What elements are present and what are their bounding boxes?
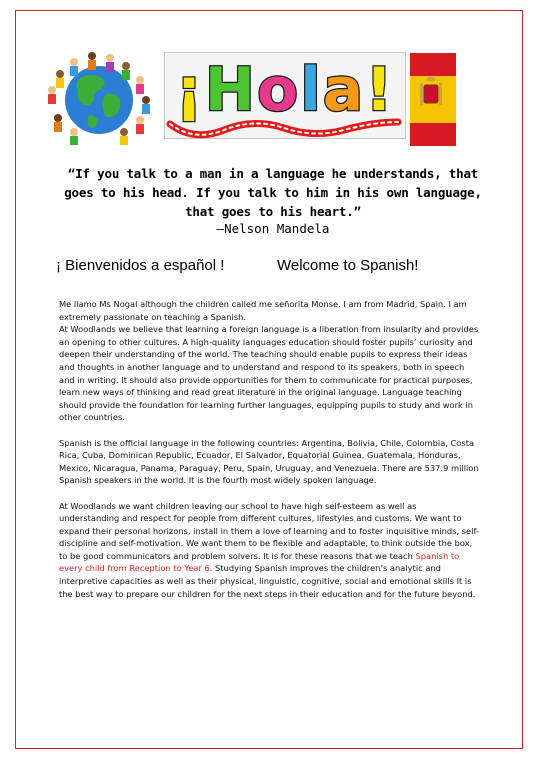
hola-letter: H <box>204 55 257 125</box>
teacher-intro: Me llamo Ms Nogal although the children called me señorita Monse. I am from Madrid, Spain. I am extremely passionate on teaching a Spanish. <box>59 299 467 322</box>
countries-paragraph: Spanish is the official language in the following countries: Argentina, Bolivia, Chile, Colombia, Costa Rica, Cuba, Dominican Republic, Ecuador, El Salvador, Equatorial Guinea, Guatemala, Honduras, Mexico, Nicaragua, Panama, Paraguay, Peru, Spain, Uruguay, and Venezuela. There are 537.9 million Spanish speakers in the world. It is the fourth most widely spoken language. <box>59 437 479 486</box>
aims-text-after: . Studying Spanish improves the children’s analytic and interpretive capacities as well as their physical, linguistic, cognitive, social and emotional skills It is the best way to prepare our children for the next steps in their education and for the future beyond. <box>59 563 476 599</box>
mandela-quote: “If you talk to a man in a language he understands, that goes to his head. If you talk to him in his own language, that goes to his heart.” <box>64 166 482 219</box>
hola-letter: o <box>256 55 301 125</box>
intro-paragraph <box>59 298 479 424</box>
aims-text-before: At Woodlands we want children leaving our school to have high self-esteem as well as understanding and respect for people from different cultures, lifestyles and customs. We want to expand their personal horizons, install in them a love of learning and to foster inquisitive minds, self-discipline and self-motivation. We want them to be flexible and adaptable, to think outside the box, to be good communicators and problem solvers. It is for these reasons that we teach <box>59 500 479 561</box>
hola-letter: l <box>300 55 323 125</box>
globe-with-children-icon <box>40 50 158 146</box>
woodlands-belief: At Woodlands we believe that learning a foreign language is a liberation from insularity and provides an opening to other cultures. A high-quality languages education should foster pupils’ curiosity and deepen their understanding of the world. The teaching should enable pupils to express their ideas and thoughts in another language and to understand and respond to its speakers, both in speech and in writing. It should also provide opportunities for them to communicate for practical purposes, learn new ways of thinking and read great literature in the original language. Language teaching should provide the foundation for learning further languages, equipping pupils to study and work in other countries. <box>59 324 479 423</box>
welcome-spanish: ¡ Bienvenidos a español ! <box>56 257 225 274</box>
welcome-english: Welcome to Spanish! <box>277 257 419 274</box>
body-text <box>59 298 479 613</box>
hola-letter: a <box>322 55 366 125</box>
hola-letter: ¡ <box>175 55 205 125</box>
aims-highlight: Spanish to every child from Reception to Year 6 <box>59 550 460 574</box>
aims-paragraph <box>59 500 479 601</box>
spain-flag-icon <box>410 53 456 146</box>
hola-letter: ! <box>365 55 395 125</box>
quote-author: —Nelson Mandela <box>216 221 330 236</box>
red-wave-ribbon <box>164 112 404 142</box>
